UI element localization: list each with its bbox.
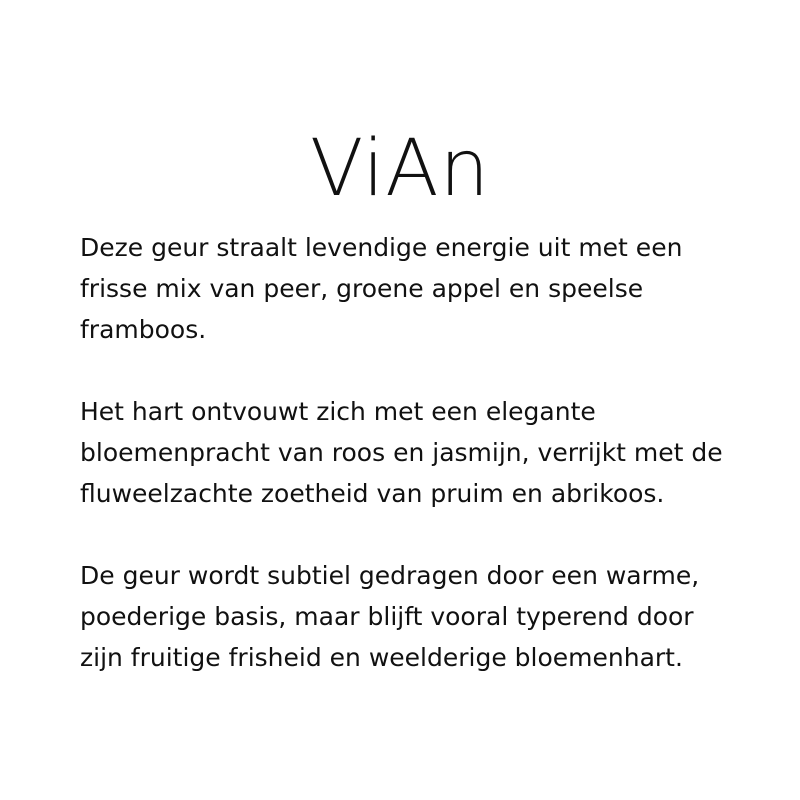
paragraph-base-notes: De geur wordt subtiel gedragen door een warme, poederige basis, maar blijft vooral typerend door zijn fruitige frisheid en weelderige bloemenhart. xyxy=(80,561,700,672)
paragraph-heart-notes: Het hart ontvouwt zich met een elegante bloemenpracht van roos en jasmijn, verrijkt met de fluweelzachte zoetheid van pruim en abrikoos. xyxy=(80,397,723,508)
description-body xyxy=(80,227,740,678)
page-title: ViAn xyxy=(309,124,491,215)
paragraph-top-notes: Deze geur straalt levendige energie uit met een frisse mix van peer, groene appel en speelse framboos. xyxy=(80,233,683,344)
